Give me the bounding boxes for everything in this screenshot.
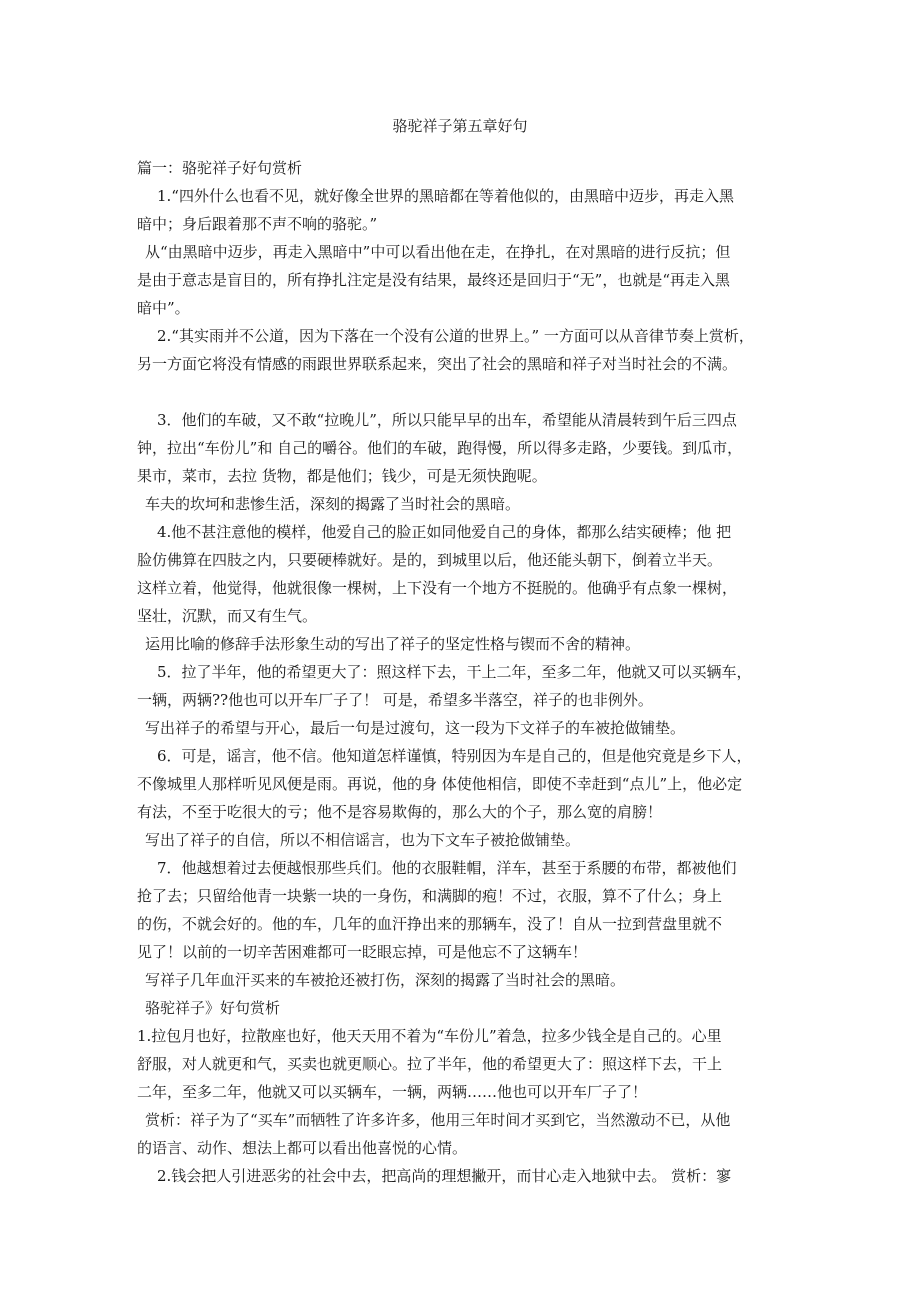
section-heading: 骆驼祥子》好句赏析	[145, 999, 281, 1017]
text-line: 1.拉包月也好，拉散座也好，他天天用不着为“车份儿”着急，拉多少钱全是自己的。心里	[137, 1027, 722, 1045]
text-line: 2.“其实雨并不公道，因为下落在一个没有公道的世界上。” 一方面可以从音律节奏上赏析，	[157, 327, 754, 345]
text-line: 有法，不至于吃很大的亏；他不是容易欺侮的，那么大的个子，那么宽的肩膀！	[137, 803, 663, 821]
text-line: 5．拉了半年，他的希望更大了：照这样下去，干上二年，至多二年，他就又可以买辆车，	[157, 663, 752, 681]
text-line: 3．他们的车破，又不敢“拉晚儿”，所以只能早早的出车，希望能从清晨转到午后三四点	[157, 411, 737, 429]
document-title: 骆驼祥子第五章好句	[392, 117, 528, 135]
text-line: 抢了去；只留给他青一块紫一块的一身伤，和满脚的疱！不过，衣服，算不了什么；身上	[137, 887, 723, 905]
text-line: 果市，菜市，去拉 货物，都是他们；钱少，可是无须快跑呢。	[137, 467, 547, 485]
text-line: 写出了祥子的自信，所以不相信谣言，也为下文车子被抢做铺垫。	[145, 831, 581, 849]
text-line: 从“由黑暗中迈步，再走入黑暗中”中可以看出他在走，在挣扎，在对黑暗的进行反抗；但	[145, 243, 731, 261]
blank-line	[137, 378, 787, 406]
text-line: 见了！以前的一切辛苦困难都可一眨眼忘掉，可是他忘不了这辆车！	[137, 943, 588, 961]
text-line: 舒服，对人就更和气，买卖也就更顺心。拉了半年，他的希望更大了：照这样下去，干上	[137, 1055, 723, 1073]
text-line: 不像城里人那样听见风便是雨。再说，他的身 体使他相信，即使不幸赶到“点儿”上，他必定	[137, 775, 743, 793]
text-line: 写祥子几年血汗买来的车被抢还被打伤，深刻的揭露了当时社会的黑暗。	[145, 971, 626, 989]
text-line: 1.“四外什么也看不见，就好像全世界的黑暗都在等着他似的，由黑暗中迈步，再走入黑	[157, 187, 734, 205]
text-line: 一辆，两辆??他也可以开车厂子了！ 可是，希望多半落空，祥子的也非例外。	[137, 691, 653, 709]
text-line: 2.钱会把人引进恶劣的社会中去，把高尚的理想撇开，而甘心走入地狱中去。 赏析：寥	[157, 1167, 732, 1185]
text-line: 运用比喻的修辞手法形象生动的写出了祥子的坚定性格与锲而不舍的精神。	[145, 635, 641, 653]
text-line: 写出祥子的希望与开心，最后一句是过渡句，这一段为下文祥子的车被抢做铺垫。	[145, 719, 686, 737]
text-line: 赏析：祥子为了“买车”而牺牲了许多许多，他用三年时间才买到它，当然激动不已，从他	[145, 1111, 731, 1129]
text-line: 这样立着，他觉得，他就很像一棵树，上下没有一个地方不挺脱的。他确乎有点象一棵树，	[137, 579, 738, 597]
text-line: 暗中；身后跟着那不声不响的骆驼。”	[137, 215, 378, 233]
text-line: 7．他越想着过去便越恨那些兵们。他的衣服鞋帽，洋车，甚至于系腰的布带，都被他们	[157, 859, 737, 877]
text-line: 6．可是，谣言，他不信。他知道怎样谨慎，特别因为车是自己的，但是他究竟是乡下人，	[157, 747, 752, 765]
text-line: 车夫的坎坷和悲惨生活，深刻的揭露了当时社会的黑暗。	[145, 495, 521, 513]
text-line: 是由于意志是盲目的，所有挣扎注定是没有结果，最终还是回归于“无”，也就是“再走入黑	[137, 271, 731, 289]
text-line: 的伤，不就会好的。他的车，几年的血汗挣出来的那辆车，没了！自从一拉到营盘里就不	[137, 915, 723, 933]
document-body	[137, 154, 787, 1190]
text-line: 暗中”。	[137, 299, 190, 317]
section-heading: 篇一：骆驼祥子好句赏析	[137, 159, 303, 177]
text-line: 脸仿佛算在四肢之内，只要硬棒就好。是的，到城里以后，他还能头朝下，倒着立半天。	[137, 551, 723, 569]
text-line: 钟，拉出“车份儿”和 自己的嚼谷。他们的车破，跑得慢，所以得多走路，少要钱。到瓜市，	[137, 439, 743, 457]
text-line: 坚壮，沉默，而又有生气。	[137, 607, 318, 625]
text-line: 二年，至多二年，他就又可以买辆车，一辆，两辆……他也可以开车厂子了！	[137, 1083, 648, 1101]
text-line: 的语言、动作、想法上都可以看出他喜悦的心情。	[137, 1139, 468, 1157]
text-line: 另一方面它将没有情感的雨跟世界联系起来，突出了社会的黑暗和祥子对当时社会的不满。	[137, 355, 738, 373]
text-line: 4.他不甚注意他的模样，他爱自己的脸正如同他爱自己的身体，都那么结实硬棒；他 把	[157, 523, 732, 541]
